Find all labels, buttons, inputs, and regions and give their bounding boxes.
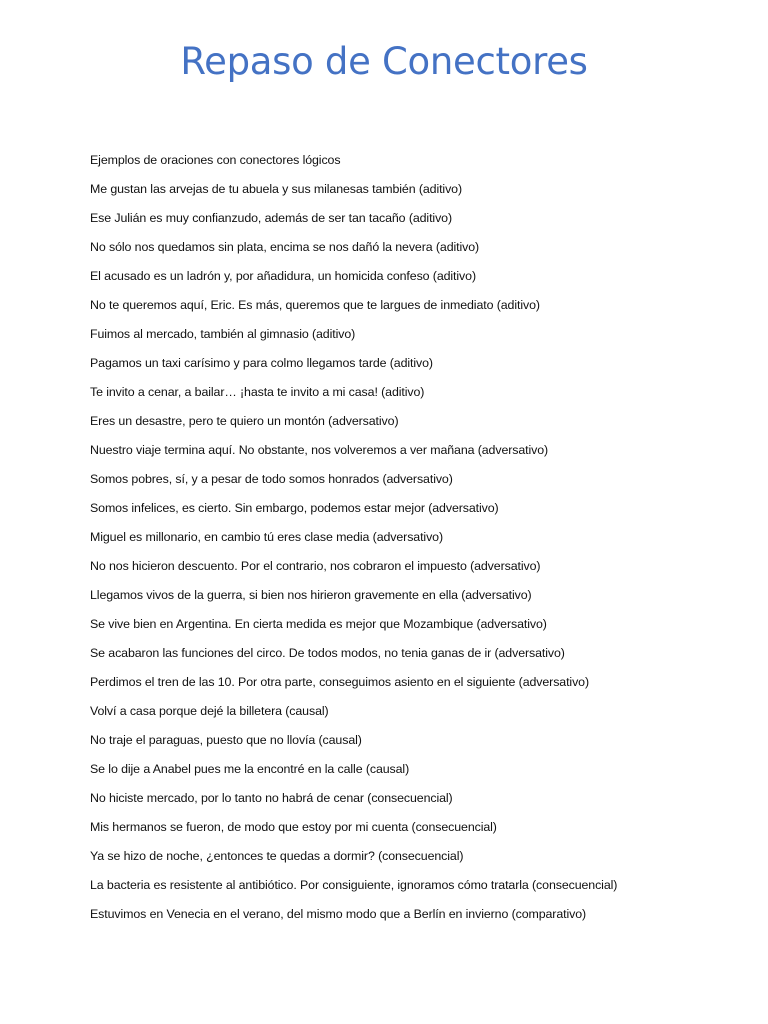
list-item: Ese Julián es muy confianzudo, además de ser tan tacaño (aditivo) (90, 211, 452, 225)
list-item: Ya se hizo de noche, ¿entonces te quedas a dormir? (consecuencial) (90, 849, 464, 863)
list-item: Me gustan las arvejas de tu abuela y sus milanesas también (aditivo) (90, 182, 462, 196)
list-item: Miguel es millonario, en cambio tú eres clase media (adversativo) (90, 530, 443, 544)
list-item: Ejemplos de oraciones con conectores lógicos (90, 153, 341, 167)
list-item: Nuestro viaje termina aquí. No obstante, nos volveremos a ver mañana (adversativo) (90, 443, 549, 457)
list-item: Fuimos al mercado, también al gimnasio (aditivo) (90, 327, 356, 341)
list-item: No te queremos aquí, Eric. Es más, queremos que te largues de inmediato (aditivo) (90, 298, 540, 312)
list-item: Somos infelices, es cierto. Sin embargo, podemos estar mejor (adversativo) (90, 501, 499, 515)
list-item: Estuvimos en Venecia en el verano, del mismo modo que a Berlín en invierno (comparativo) (90, 907, 587, 921)
examples-list (90, 150, 617, 933)
list-item: Llegamos vivos de la guerra, si bien nos hirieron gravemente en ella (adversativo) (90, 588, 532, 602)
list-item: Se vive bien en Argentina. En cierta medida es mejor que Mozambique (adversativo) (90, 617, 547, 631)
list-item: Somos pobres, sí, y a pesar de todo somos honrados (adversativo) (90, 472, 453, 486)
document-title: Repaso de Conectores (180, 40, 588, 83)
list-item: Perdimos el tren de las 10. Por otra parte, conseguimos asiento en el siguiente (adversativo) (90, 675, 589, 689)
list-item: Eres un desastre, pero te quiero un montón (adversativo) (90, 414, 399, 428)
list-item: Te invito a cenar, a bailar… ¡hasta te invito a mi casa! (aditivo) (90, 385, 425, 399)
list-item: El acusado es un ladrón y, por añadidura, un homicida confeso (aditivo) (90, 269, 476, 283)
list-item: No sólo nos quedamos sin plata, encima se nos dañó la nevera (aditivo) (90, 240, 480, 254)
list-item: No hiciste mercado, por lo tanto no habrá de cenar (consecuencial) (90, 791, 453, 805)
list-item: Volví a casa porque dejé la billetera (causal) (90, 704, 329, 718)
list-item: Se lo dije a Anabel pues me la encontré en la calle (causal) (90, 762, 410, 776)
list-item: Pagamos un taxi carísimo y para colmo llegamos tarde (aditivo) (90, 356, 433, 370)
list-item: Mis hermanos se fueron, de modo que estoy por mi cuenta (consecuencial) (90, 820, 497, 834)
list-item: No nos hicieron descuento. Por el contrario, nos cobraron el impuesto (adversativo) (90, 559, 541, 573)
list-item: Se acabaron las funciones del circo. De todos modos, no tenia ganas de ir (adversativo) (90, 646, 565, 660)
list-item: La bacteria es resistente al antibiótico. Por consiguiente, ignoramos cómo tratarla (consecuencial) (90, 878, 618, 892)
list-item: No traje el paraguas, puesto que no llovía (causal) (90, 733, 362, 747)
